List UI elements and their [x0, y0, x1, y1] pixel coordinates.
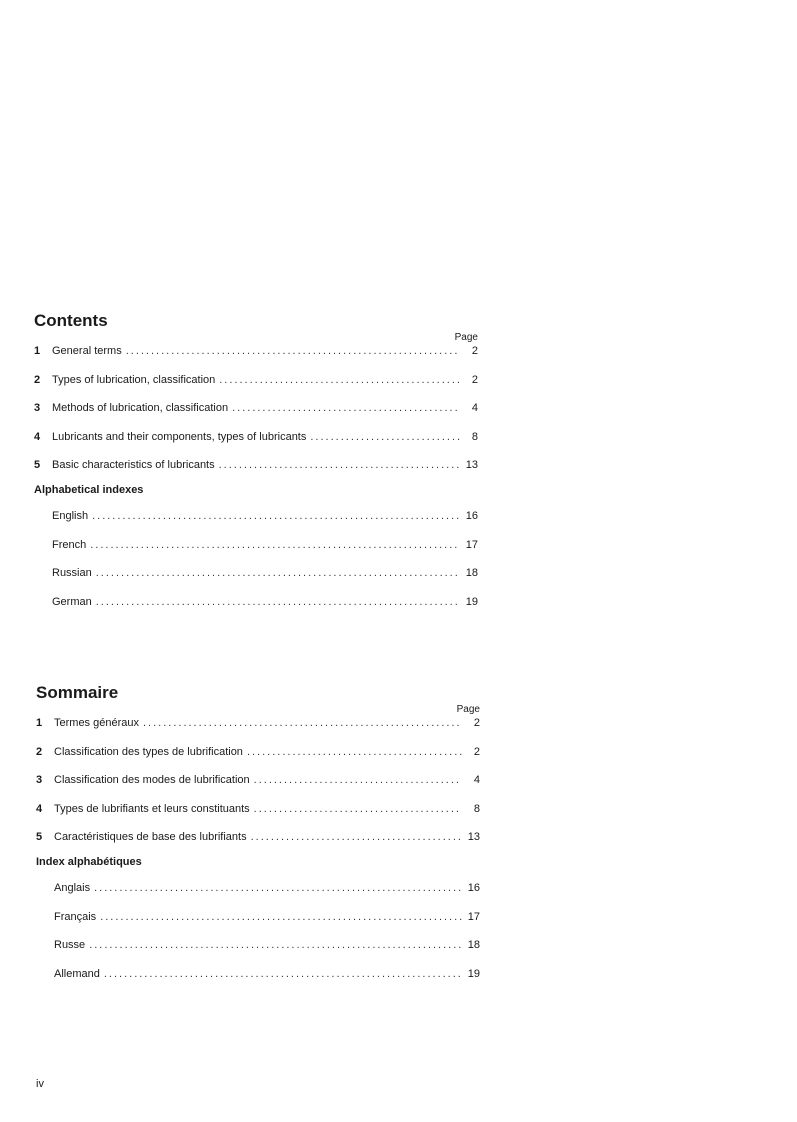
index-entry-title: Français	[54, 910, 97, 923]
sommaire-section	[36, 682, 496, 995]
index-entry[interactable]	[34, 566, 478, 595]
index-entry[interactable]	[34, 509, 478, 538]
toc-entry[interactable]	[34, 458, 478, 487]
index-entry[interactable]	[36, 938, 480, 967]
index-entry[interactable]	[36, 881, 480, 910]
toc-entry-number: 3	[36, 774, 43, 787]
toc-entry-page: 13	[465, 459, 478, 472]
toc-entry-title: Types of lubrication, classification	[52, 373, 216, 386]
contents-section	[34, 310, 494, 623]
toc-entry-title: Classification des modes de lubrification	[54, 774, 250, 787]
toc-entry-page: 2	[473, 717, 480, 729]
index-entry-title: English	[52, 509, 89, 522]
toc-entry[interactable]	[36, 773, 480, 802]
toc-leader-dots	[254, 773, 462, 787]
contents-heading: Contents	[34, 311, 108, 330]
contents-page-label: Page	[454, 332, 478, 343]
toc-entry-page: 2	[471, 373, 478, 386]
toc-entry[interactable]	[34, 373, 478, 402]
toc-entry-page: 4	[471, 402, 478, 415]
toc-entry-title: Termes généraux	[54, 717, 139, 729]
index-entry-title: Russian	[52, 567, 92, 580]
index-entry[interactable]	[34, 595, 478, 624]
index-entry-title: Russe	[54, 939, 86, 952]
toc-entry-number: 5	[34, 459, 41, 472]
toc-leader-dots	[126, 344, 460, 358]
toc-entry-page: 4	[473, 774, 480, 787]
index-entry-title: French	[52, 538, 87, 551]
toc-leader-dots	[100, 910, 462, 924]
toc-entry-number: 4	[34, 430, 41, 443]
index-entry-page: 18	[467, 939, 480, 952]
toc-entry[interactable]	[34, 344, 478, 373]
index-entry-title: Anglais	[54, 881, 91, 894]
toc-entry[interactable]	[36, 745, 480, 774]
toc-leader-dots	[232, 401, 460, 415]
index-entry-page: 17	[465, 538, 478, 551]
toc-leader-dots	[90, 538, 460, 552]
toc-entry-title: Lubricants and their components, types of lubricants	[52, 430, 307, 443]
index-entry-page: 16	[465, 509, 478, 522]
toc-leader-dots	[89, 938, 462, 952]
toc-entry-title: Caractéristiques de base des lubrifiants	[54, 831, 247, 844]
footer-page-number: iv	[36, 1078, 44, 1090]
sommaire-page-label: Page	[456, 704, 480, 715]
toc-leader-dots	[310, 430, 460, 444]
toc-entry-page: 13	[467, 831, 480, 844]
toc-entry-number: 2	[36, 745, 43, 758]
toc-entry[interactable]	[36, 830, 480, 859]
index-entry-page: 19	[467, 967, 480, 980]
toc-entry-page: 8	[473, 802, 480, 815]
toc-leader-dots	[143, 716, 462, 730]
toc-entry-number: 4	[36, 802, 43, 815]
index-entry-title: Allemand	[54, 967, 100, 980]
toc-entry-title: Methods of lubrication, classification	[52, 402, 229, 415]
toc-entry[interactable]	[34, 430, 478, 459]
toc-leader-dots	[104, 967, 462, 981]
alphabetical-indexes-heading: Alphabetical indexes	[34, 483, 144, 496]
toc-entry-title: Classification des types de lubrification	[54, 745, 243, 758]
toc-leader-dots	[92, 509, 460, 523]
toc-entry[interactable]	[36, 716, 480, 745]
toc-entry[interactable]	[36, 802, 480, 831]
toc-leader-dots	[219, 458, 460, 472]
toc-entry-number: 5	[36, 831, 43, 844]
index-entry-page: 18	[465, 567, 478, 580]
sommaire-heading: Sommaire	[36, 683, 119, 702]
toc-leader-dots	[96, 566, 460, 580]
toc-leader-dots	[96, 595, 460, 609]
toc-leader-dots	[94, 881, 462, 895]
index-alphabetiques-heading: Index alphabétiques	[36, 855, 142, 868]
toc-entry-title: Types de lubrifiants et leurs constituants	[54, 802, 250, 815]
index-entry-page: 17	[467, 910, 480, 923]
toc-entry-page: 8	[471, 430, 478, 443]
toc-leader-dots	[251, 830, 462, 844]
index-entry-title: German	[52, 595, 92, 608]
index-entry-page: 19	[465, 595, 478, 608]
toc-entry-title: General terms	[52, 345, 122, 357]
index-entry[interactable]	[36, 967, 480, 996]
toc-entry-number: 2	[34, 373, 41, 386]
index-entry[interactable]	[36, 910, 480, 939]
toc-entry-page: 2	[471, 345, 478, 357]
toc-leader-dots	[254, 802, 462, 816]
toc-entry[interactable]	[34, 401, 478, 430]
toc-leader-dots	[219, 373, 460, 387]
toc-entry-title: Basic characteristics of lubricants	[52, 459, 215, 472]
toc-entry-page: 2	[473, 745, 480, 758]
toc-entry-number: 1	[36, 717, 43, 729]
toc-leader-dots	[247, 745, 462, 759]
index-entry[interactable]	[34, 538, 478, 567]
toc-entry-number: 3	[34, 402, 41, 415]
toc-entry-number: 1	[34, 345, 41, 357]
index-entry-page: 16	[467, 881, 480, 894]
